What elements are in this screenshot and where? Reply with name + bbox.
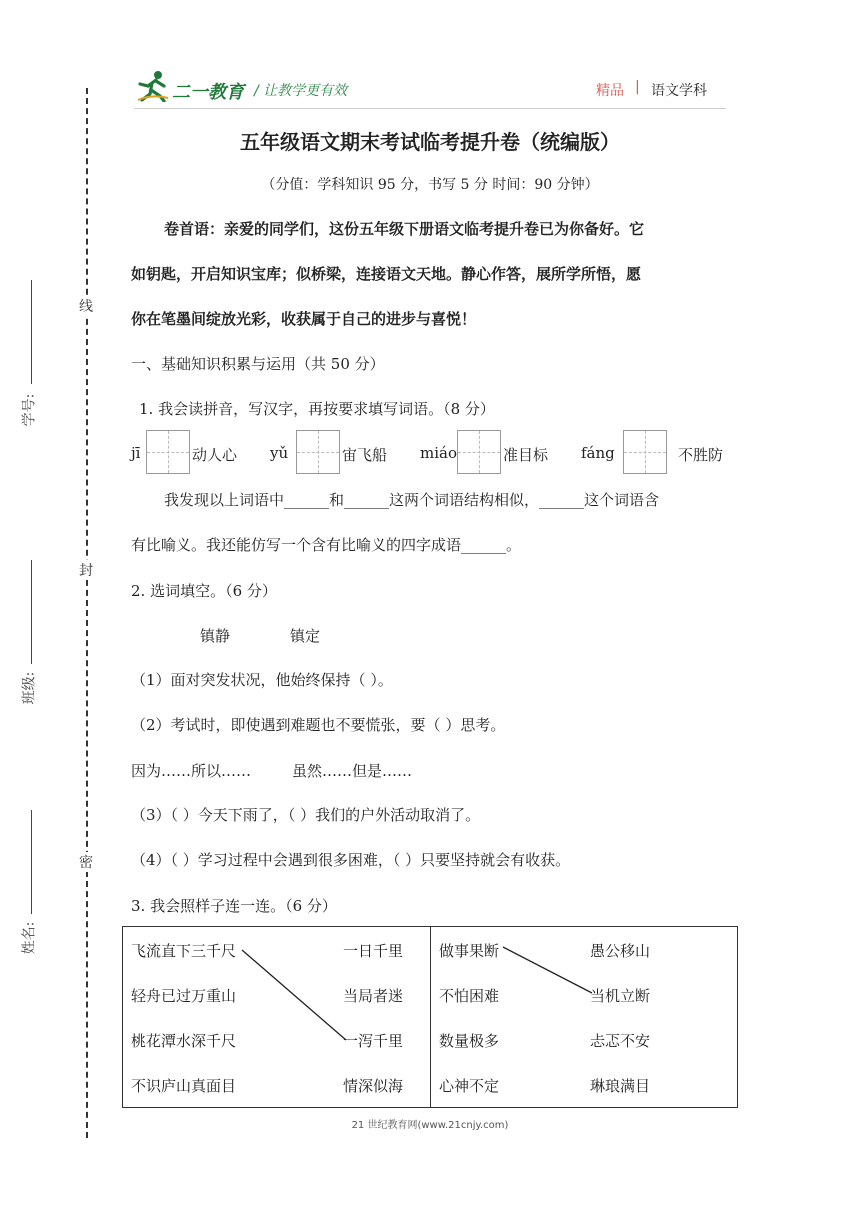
preface-line-2: 如钥匙，开启知识宝库；似桥梁，连接语文天地。静心作答，展所学所悟，愿	[131, 265, 642, 283]
q3-right-a-2[interactable]: 不怕困难	[439, 987, 500, 1005]
q2-sentence-3: （3）（ ）今天下雨了，（ ）我们的户外活动取消了。	[131, 806, 481, 824]
q3-right-b-4[interactable]: 琳琅满目	[590, 1077, 651, 1095]
q3-right-a-3[interactable]: 数量极多	[439, 1032, 500, 1050]
page-footer: 21 世纪教育网(www.21cnjy.com)	[351, 1120, 509, 1131]
preface-line-1: 卷首语：亲爱的同学们，这份五年级下册语文临考提升卷已为你备好。它	[164, 220, 645, 238]
q1-pinyin-1: jī	[131, 444, 141, 462]
q2-sentence-4: （4）（ ）学习过程中会遇到很多困难，（ ）只要坚持就会有收获。	[131, 851, 571, 869]
q1-title: 1. 我会读拼音，写汉字，再按要求填写词语。（8 分）	[139, 400, 495, 418]
page-subtitle: （分值：学科知识 95 分，书写 5 分 时间：90 分钟）	[261, 177, 599, 193]
student-id-label: 学号:	[21, 393, 38, 427]
q1-rest-3: 准目标	[503, 446, 549, 464]
q1-rest-1: 动人心	[192, 446, 238, 464]
q2-conj-1: 因为……所以……	[131, 762, 252, 780]
q3-example-line-right	[503, 947, 592, 993]
q1-rest-2: 宙飞船	[342, 446, 388, 464]
q3-left-a-2[interactable]: 轻舟已过万重山	[131, 987, 237, 1005]
q2-word-zhending: 镇定	[290, 627, 321, 645]
q2-sentence-1: （1）面对突发状况，他始终保持（ ）。	[131, 671, 393, 689]
section-1-heading: 一、基础知识积累与运用（共 50 分）	[131, 355, 385, 373]
q3-right-b-1[interactable]: 愚公移山	[590, 942, 651, 960]
q3-title: 3. 我会照样子连一连。（6 分）	[131, 897, 337, 915]
q3-left-b-4[interactable]: 情深似海	[343, 1077, 404, 1095]
q1-pinyin-3: miáo	[420, 444, 457, 462]
q2-conj-2: 虽然……但是……	[292, 762, 413, 780]
q3-right-b-2[interactable]: 当机立断	[590, 987, 651, 1005]
q2-sentence-2: （2）考试时，即使遇到难题也不要慌张，要（ ）思考。	[131, 716, 506, 734]
q3-left-b-1[interactable]: 一日千里	[343, 942, 404, 960]
q3-left-a-3[interactable]: 桃花潭水深千尺	[131, 1032, 237, 1050]
q3-right-b-3[interactable]: 忐忑不安	[590, 1032, 651, 1050]
q3-example-line-left	[242, 950, 346, 1040]
q3-right-a-1[interactable]: 做事果断	[439, 942, 500, 960]
q2-word-zhenjing: 镇静	[200, 627, 231, 645]
q2-title: 2. 选词填空。（6 分）	[131, 582, 277, 600]
q3-left-b-3[interactable]: 一泻千里	[343, 1032, 404, 1050]
header-tag-subject: 语文学科	[651, 83, 707, 99]
q1-pinyin-4: fáng	[581, 444, 615, 462]
q3-right-a-4[interactable]: 心神不定	[439, 1077, 500, 1095]
class-label: 班级:	[21, 671, 38, 705]
q1-line-1: 我发现以上词语中______和______这两个词语结构相似，______这个词语含	[164, 491, 660, 509]
name-label: 姓名:	[21, 921, 38, 955]
q3-left-a-4[interactable]: 不识庐山真面目	[131, 1077, 237, 1095]
binding-word-xian: 线	[76, 296, 96, 316]
preface-line-3: 你在笔墨间绽放光彩，收获属于自己的进步与喜悦！	[131, 310, 477, 328]
q1-rest-4: 不胜防	[678, 446, 724, 464]
binding-word-feng: 封	[76, 560, 96, 580]
q1-line-2: 有比喻义。我还能仿写一个含有比喻义的四字成语______。	[131, 536, 522, 554]
q3-left-a-1[interactable]: 飞流直下三千尺	[131, 942, 237, 960]
page-title: 五年级语文期末考试临考提升卷（统编版）	[240, 130, 620, 154]
binding-word-mi: 密	[76, 852, 96, 872]
header-slogan: / 让教学更有效	[254, 83, 348, 99]
q3-left-b-2[interactable]: 当局者迷	[343, 987, 404, 1005]
logo-name: 二一教育	[172, 82, 244, 103]
q1-pinyin-2: yǔ	[270, 444, 289, 462]
header-tag-separator: |	[635, 79, 640, 95]
header-tag-jingpin: 精品	[596, 83, 624, 99]
